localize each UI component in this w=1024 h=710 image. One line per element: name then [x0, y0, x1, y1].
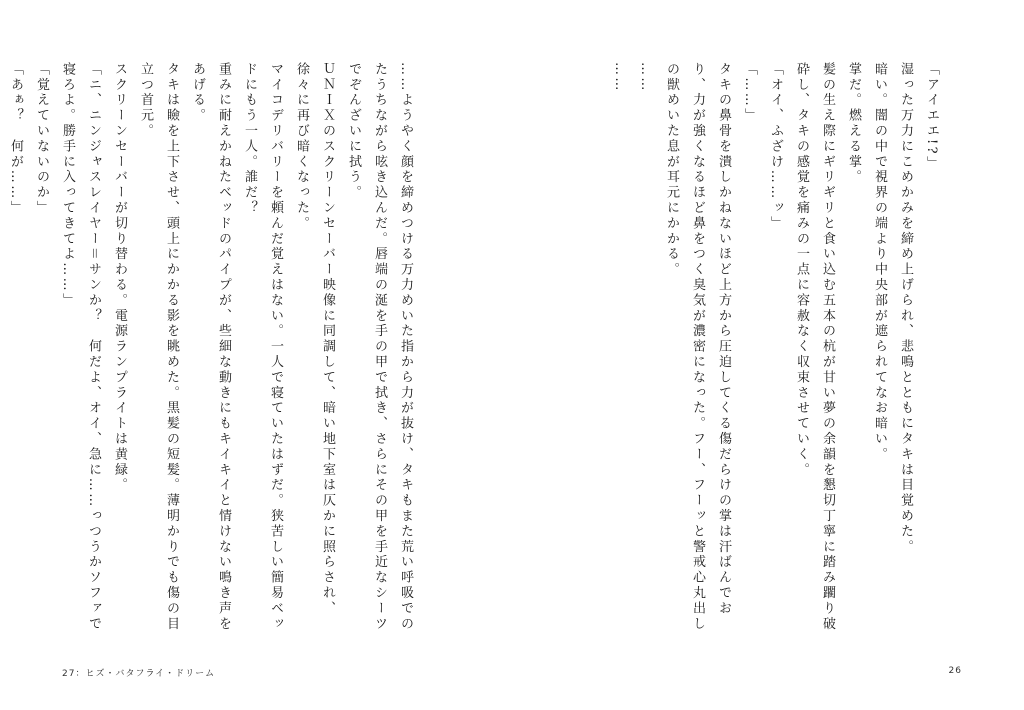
- paragraph: タキは瞼を上下させ、頭上にかかる影を眺めた。黒髪の短髪。薄明かりでも傷の目立つ首元。: [138, 62, 179, 632]
- paragraph: ＵＮＩＸのスクリーンセーバー映像に同調して、暗い地下室は仄かに照らされ、徐々に再び暗くなった。: [294, 62, 335, 617]
- paragraph: 髪の生え際にギリギリと食い込む五本の杭が甘い夢の余韻を懇切丁寧に踏み躙り破砕し、タキの感覚を痛みの一点に容赦なく収束させていく。: [794, 62, 835, 632]
- paragraph: タキの鼻骨を潰しかねないほど上方から圧迫してくる傷だらけの掌は汗ばんでおり、力が強くなるほど鼻をつく臭気が濃密になった。フー、フーッと警戒心丸出しの獣めいた息が耳元にかかる。: [664, 62, 731, 632]
- paragraph: マイコデリバリーを頼んだ覚えはない。一人で寝ていたはずだ。狭苦しい簡易ベッドにもう一人。誰だ？: [242, 62, 283, 632]
- paragraph: 湿った万力にこめかみを締め上げられ、悲鳴とともにタキは目覚めた。: [898, 62, 913, 555]
- paragraph: ……ようやく顔を締めつける万力めいた指から力が抜け、タキもまた荒い呼吸でのたうちながら呟き込んだ。唇端の涎を手の甲で拭き、さらにその甲を手近なシーツでぞんざいに拭う。: [346, 62, 413, 632]
- dialogue-line: 「ニ、ニンジャスレイヤー＝サンか？ 何だよ、オイ、急に……っつうかソファで寝ろよ。勝手に入ってきてよ……」: [60, 62, 101, 632]
- dialogue-line: 「覚えていないのか」: [34, 62, 49, 216]
- dialogue-line: 「……」: [742, 62, 757, 124]
- paragraph: 暗い。闇の中で視界の端より中央部が遮られてなお暗い。: [872, 62, 887, 463]
- dialogue-line: 「あぁ？ 何が……」: [8, 62, 23, 216]
- running-head: 27：ヒズ・バタフライ・ドリーム: [62, 669, 216, 679]
- paragraph: 重みに耐えかねたベッドのパイプが、些細な動きにもキイキイと情けない鳴き声をあげる。: [190, 62, 231, 632]
- dialogue-line: 「アイエエ!?」: [924, 62, 939, 172]
- paragraph: [0, 62, 2, 647]
- right-page: [512, 0, 1024, 710]
- ellipsis-line: ……: [612, 62, 627, 93]
- dialogue-line: 「オイ、ふざけ……ッ」: [768, 62, 783, 232]
- paragraph: スクリーンセーバーが切り替わる。電源ランプライトは黄緑。: [112, 62, 127, 494]
- left-page-body: [0, 62, 418, 647]
- ellipsis-line: ……: [638, 62, 653, 93]
- page-number: 26: [948, 666, 962, 676]
- right-page-body: [606, 62, 944, 647]
- paragraph: 掌だ。燃える掌。: [846, 62, 861, 186]
